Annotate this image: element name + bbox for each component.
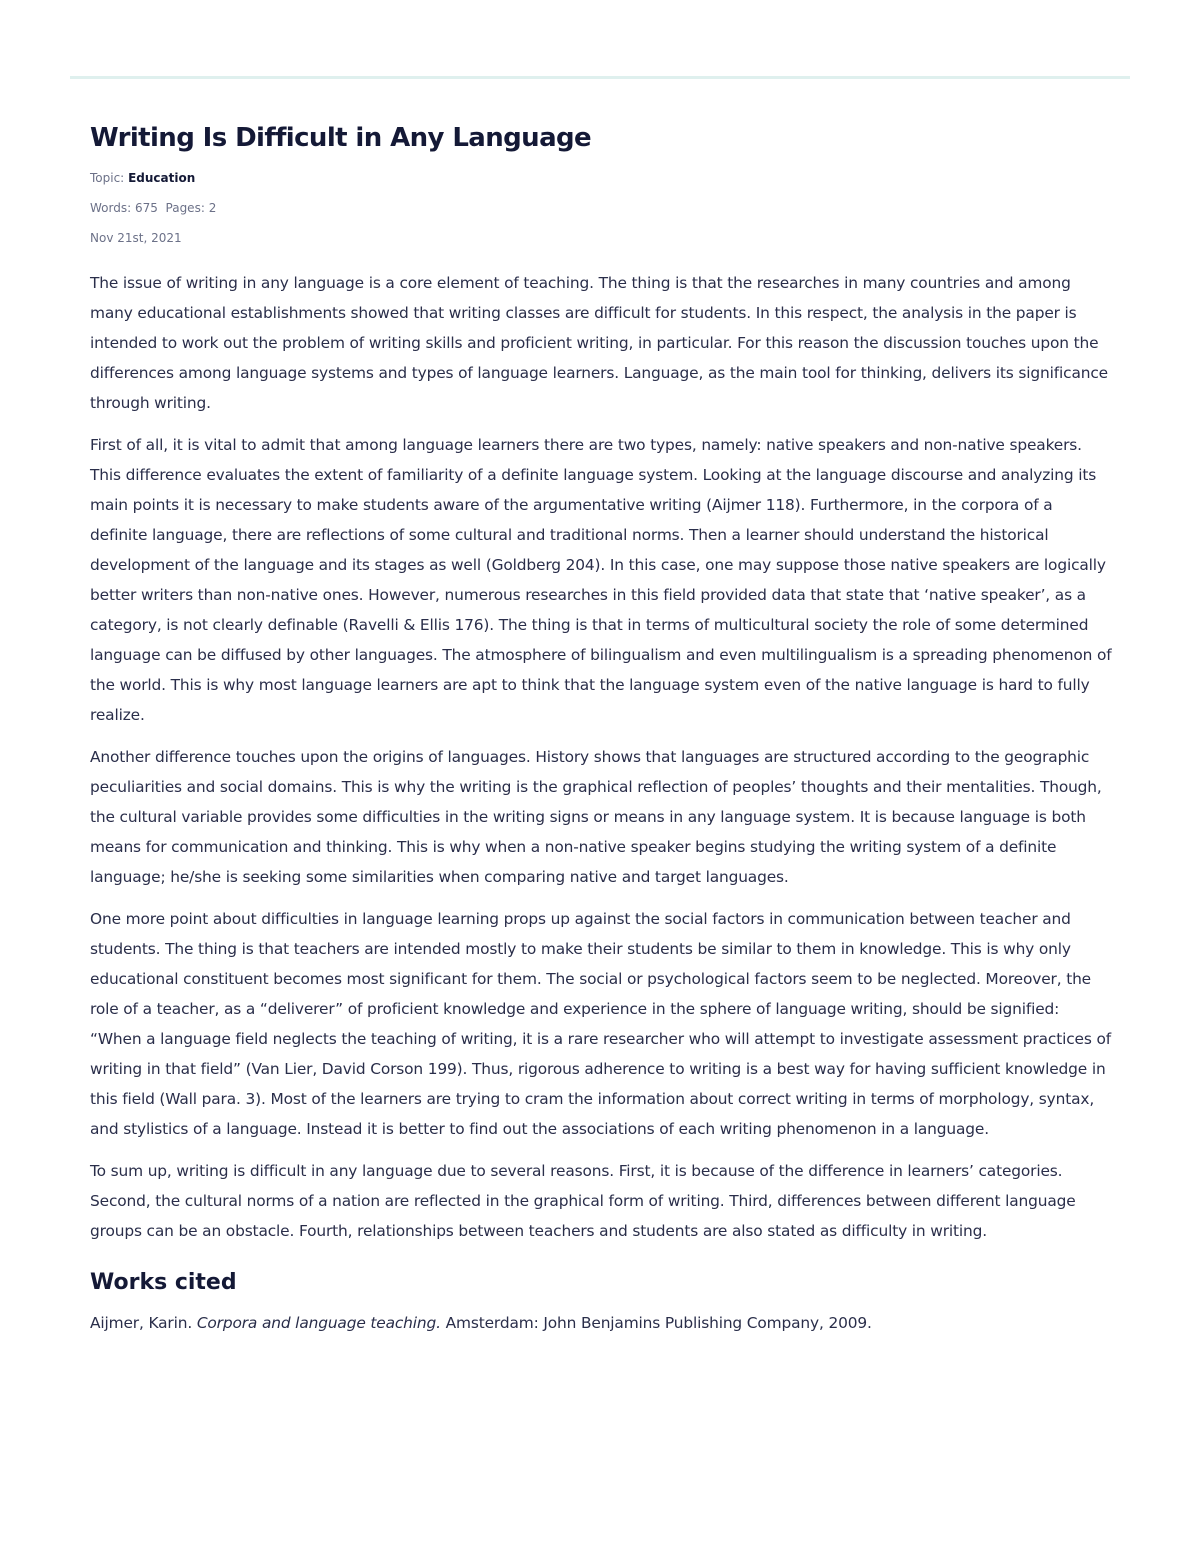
paragraph: The issue of writing in any language is a core element of teaching. The thing is that the researches in many countries and among many educational establishments showed that writing classes are difficult for students. In this respect, the analysis in the paper is intended to work out the problem of writing skills and proficient writing, in particular. For this reason the discussion touches upon the differences among language systems and types of language learners. Language, as the main tool for thinking, delivers its significance through writing.: [90, 274, 1108, 412]
citation-entry: [90, 1308, 1112, 1338]
page-title: Writing Is Difficult in Any Language: [90, 123, 592, 153]
publish-date: Nov 21st, 2021: [90, 231, 182, 245]
pages-label: Pages:: [165, 201, 205, 215]
works-cited-heading: Works cited: [90, 1270, 237, 1295]
topic-link[interactable]: Education: [128, 171, 196, 185]
essay-page: [90, 118, 1112, 1338]
words-label: Words:: [90, 201, 132, 215]
words-count: 675: [134, 201, 158, 215]
pages-count: 2: [208, 201, 217, 215]
citation-publisher: Amsterdam: John Benjamins Publishing Company, 2009.: [445, 1314, 872, 1332]
citation-title: Corpora and language teaching.: [196, 1314, 441, 1332]
length-meta: [90, 200, 1112, 216]
topic-meta: [90, 170, 1112, 186]
essay-body: [90, 268, 1112, 1246]
paragraph: To sum up, writing is difficult in any language due to several reasons. First, it is because of the difference in learners’ categories. Second, the cultural norms of a nation are reflected in the graphical form of writing. Third, differences between different language groups can be an obstacle. Fourth, relationships between teachers and students are also stated as difficulty in writing.: [90, 1162, 1076, 1240]
top-divider: [70, 76, 1130, 79]
paragraph: Another difference touches upon the origins of languages. History shows that languages are structured according to the geographic peculiarities and social domains. This is why the writing is the graphical reflection of peoples’ thoughts and their mentalities. Though, the cultural variable provides some difficulties in the writing signs or means in any language system. It is because language is both means for communication and thinking. This is why when a non-native speaker begins studying the writing system of a definite language; he/she is seeking some similarities when comparing native and target languages.: [90, 748, 1102, 886]
paragraph: First of all, it is vital to admit that among language learners there are two types, namely: native speakers and non-native speakers. This difference evaluates the extent of familiarity of a definite language system. Looking at the language discourse and analyzing its main points it is necessary to make students aware of the argumentative writing (Aijmer 118). Furthermore, in the corpora of a definite language, there are reflections of some cultural and traditional norms. Then a learner should understand the historical development of the language and its stages as well (Goldberg 204). In this case, one may suppose those native speakers are logically better writers than non-native ones. However, numerous researches in this field provided data that state that ‘native speaker’, as a category, is not clearly definable (Ravelli & Ellis 176). The thing is that in terms of multicultural society the role of some determined language can be diffused by other languages. The atmosphere of bilingualism and even multilingualism is a spreading phenomenon of the world. This is why most language learners are apt to think that the language system even of the native language is hard to fully realize.: [90, 436, 1112, 724]
paragraph: One more point about difficulties in language learning props up against the social factors in communication between teacher and students. The thing is that teachers are intended mostly to make their students be similar to them in knowledge. This is why only educational constituent becomes most significant for them. The social or psychological factors seem to be neglected. Moreover, the role of a teacher, as a “deliverer” of proficient knowledge and experience in the sphere of language writing, should be signified: “When a language field neglects the teaching of writing, it is a rare researcher who will attempt to investigate assessment practices of writing in that field” (Van Lier, David Corson 199). Thus, rigorous adherence to writing is a best way for having sufficient knowledge in this field (Wall para. 3). Most of the learners are trying to cram the information about correct writing in terms of morphology, syntax, and stylistics of a language. Instead it is better to find out the associations of each writing phenomenon in a language.: [90, 910, 1111, 1138]
citation-author: Aijmer, Karin.: [90, 1314, 193, 1332]
topic-label: Topic:: [90, 171, 125, 185]
